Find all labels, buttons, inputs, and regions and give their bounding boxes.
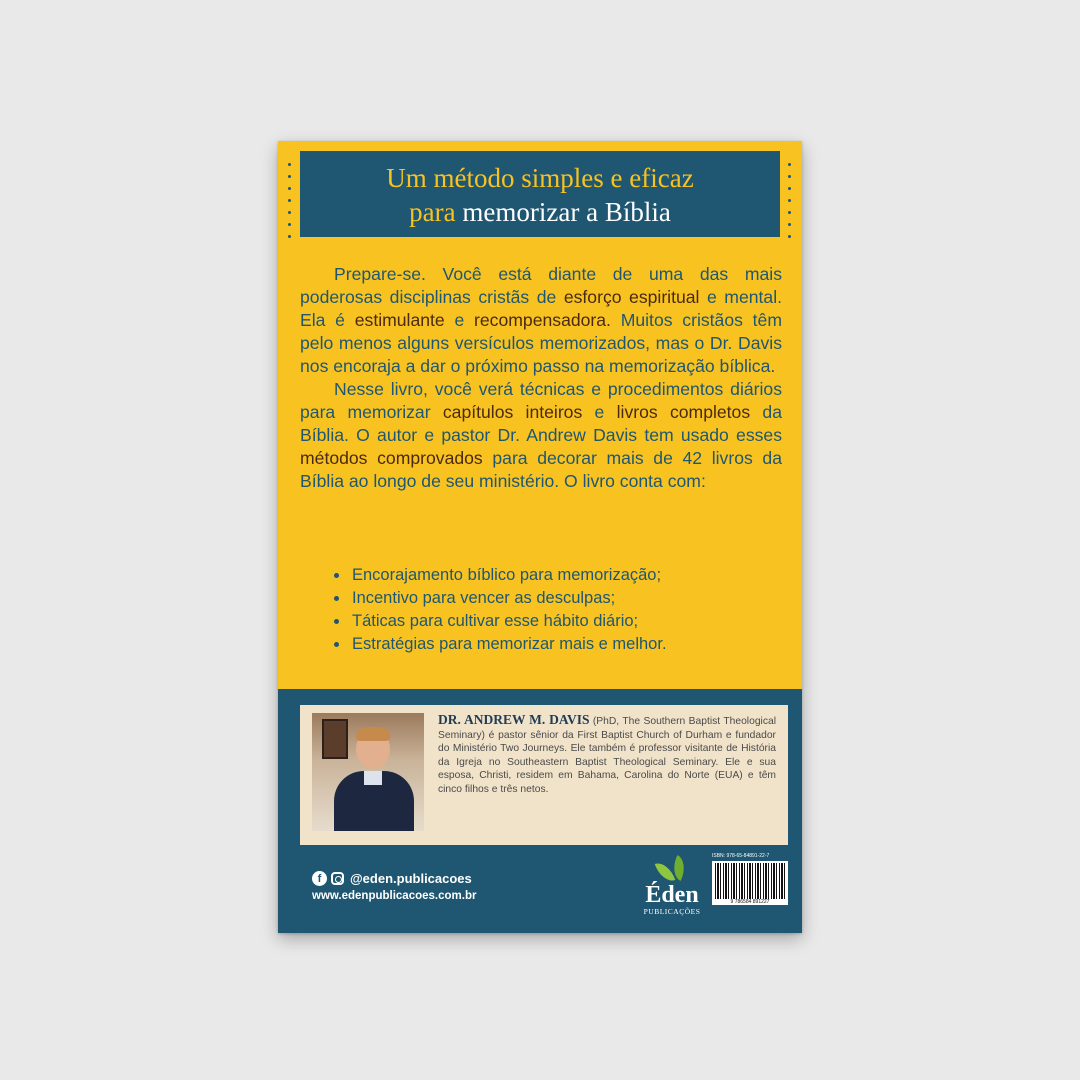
- decorative-dots-left: [288, 163, 292, 241]
- text-run: Muitos cristãos têm pelo menos alguns versículos memorizados, mas o Dr. Davis nos encoraja a dar o próximo passo na memorização bíblica.: [300, 310, 782, 376]
- highlight-text: livros completos: [616, 402, 751, 422]
- description-paragraph-1: [300, 263, 782, 378]
- list-item: • Encorajamento bíblico para memorização;: [350, 564, 790, 587]
- isbn-text: ISBN: 978-65-84891-22-7: [712, 853, 770, 859]
- publisher-name: Éden: [645, 882, 699, 908]
- social-handle-row: [312, 867, 476, 889]
- title-line-1: Um método simples e eficaz: [386, 163, 694, 193]
- highlight-text: recompensadora.: [474, 310, 611, 330]
- description-paragraph-2: [300, 378, 782, 493]
- author-bio-text: (PhD, The Southern Baptist Theological Seminary) é pastor sênior da First Baptist Church of Durham e fundador do Ministério Two Journeys. Ele também é professor visitante de História da Igreja no Southeastern Baptist Theological Seminary. Ele e sua esposa, Christi, residem em Bahama, Carolina do Norte (EUA) e têm cinco filhos e três netos.: [438, 716, 776, 795]
- facebook-icon: f: [312, 871, 327, 886]
- barcode: [712, 861, 788, 905]
- text-run: para decorar mais de 42 livros da Bíblia ao longo de seu ministério. O livro conta com:: [300, 448, 782, 491]
- text-run: e: [582, 402, 617, 422]
- list-item: • Incentivo para vencer as desculpas;: [350, 587, 790, 610]
- publisher-logo: [636, 857, 708, 927]
- instagram-icon: [331, 872, 344, 885]
- description: [300, 263, 782, 493]
- list-item: • Táticas para cultivar esse hábito diário;: [350, 610, 790, 633]
- text-run: Nesse livro, você verá técnicas e procedimentos diários para memorizar: [300, 379, 782, 422]
- decorative-dots-right: [788, 163, 792, 241]
- leaf-logo-icon: [636, 857, 708, 883]
- text-run: da Bíblia. O autor e pastor Dr. Andrew Davis tem usado esses: [300, 402, 782, 445]
- highlight-text: métodos comprovados: [300, 448, 483, 468]
- title-banner: [300, 151, 780, 237]
- publisher-subtitle: PUBLICAÇÕES: [643, 907, 701, 916]
- list-item: • Estratégias para memorizar mais e melhor.: [350, 633, 790, 656]
- social-block: [312, 867, 476, 902]
- title-line-2: [300, 195, 780, 229]
- author-photo: [312, 713, 424, 831]
- highlight-text: estimulante: [354, 310, 445, 330]
- website-url: www.edenpublicacoes.com.br: [312, 890, 477, 902]
- text-run: e mental. Ela é: [300, 287, 782, 330]
- title-line-2-a: para: [409, 197, 456, 227]
- highlight-text: capítulos inteiros: [442, 402, 583, 422]
- text-run: Prepare-se. Você está diante de uma das mais poderosas disciplinas cristãs de: [300, 264, 782, 307]
- text-run: e: [444, 310, 475, 330]
- book-back-cover: [278, 141, 802, 933]
- author-box: [300, 705, 788, 845]
- bottom-panel: [278, 689, 802, 933]
- social-handle: @eden.publicacoes: [350, 870, 472, 886]
- highlight-text: esforço espiritual: [563, 287, 700, 307]
- feature-list: [330, 564, 790, 656]
- author-bio: [438, 713, 776, 797]
- title-line-2-b: memorizar a Bíblia: [462, 197, 671, 227]
- author-name: DR. ANDREW M. DAVIS: [438, 712, 590, 727]
- barcode-block: [712, 853, 788, 905]
- barcode-number: 9 786584 891227: [712, 899, 788, 905]
